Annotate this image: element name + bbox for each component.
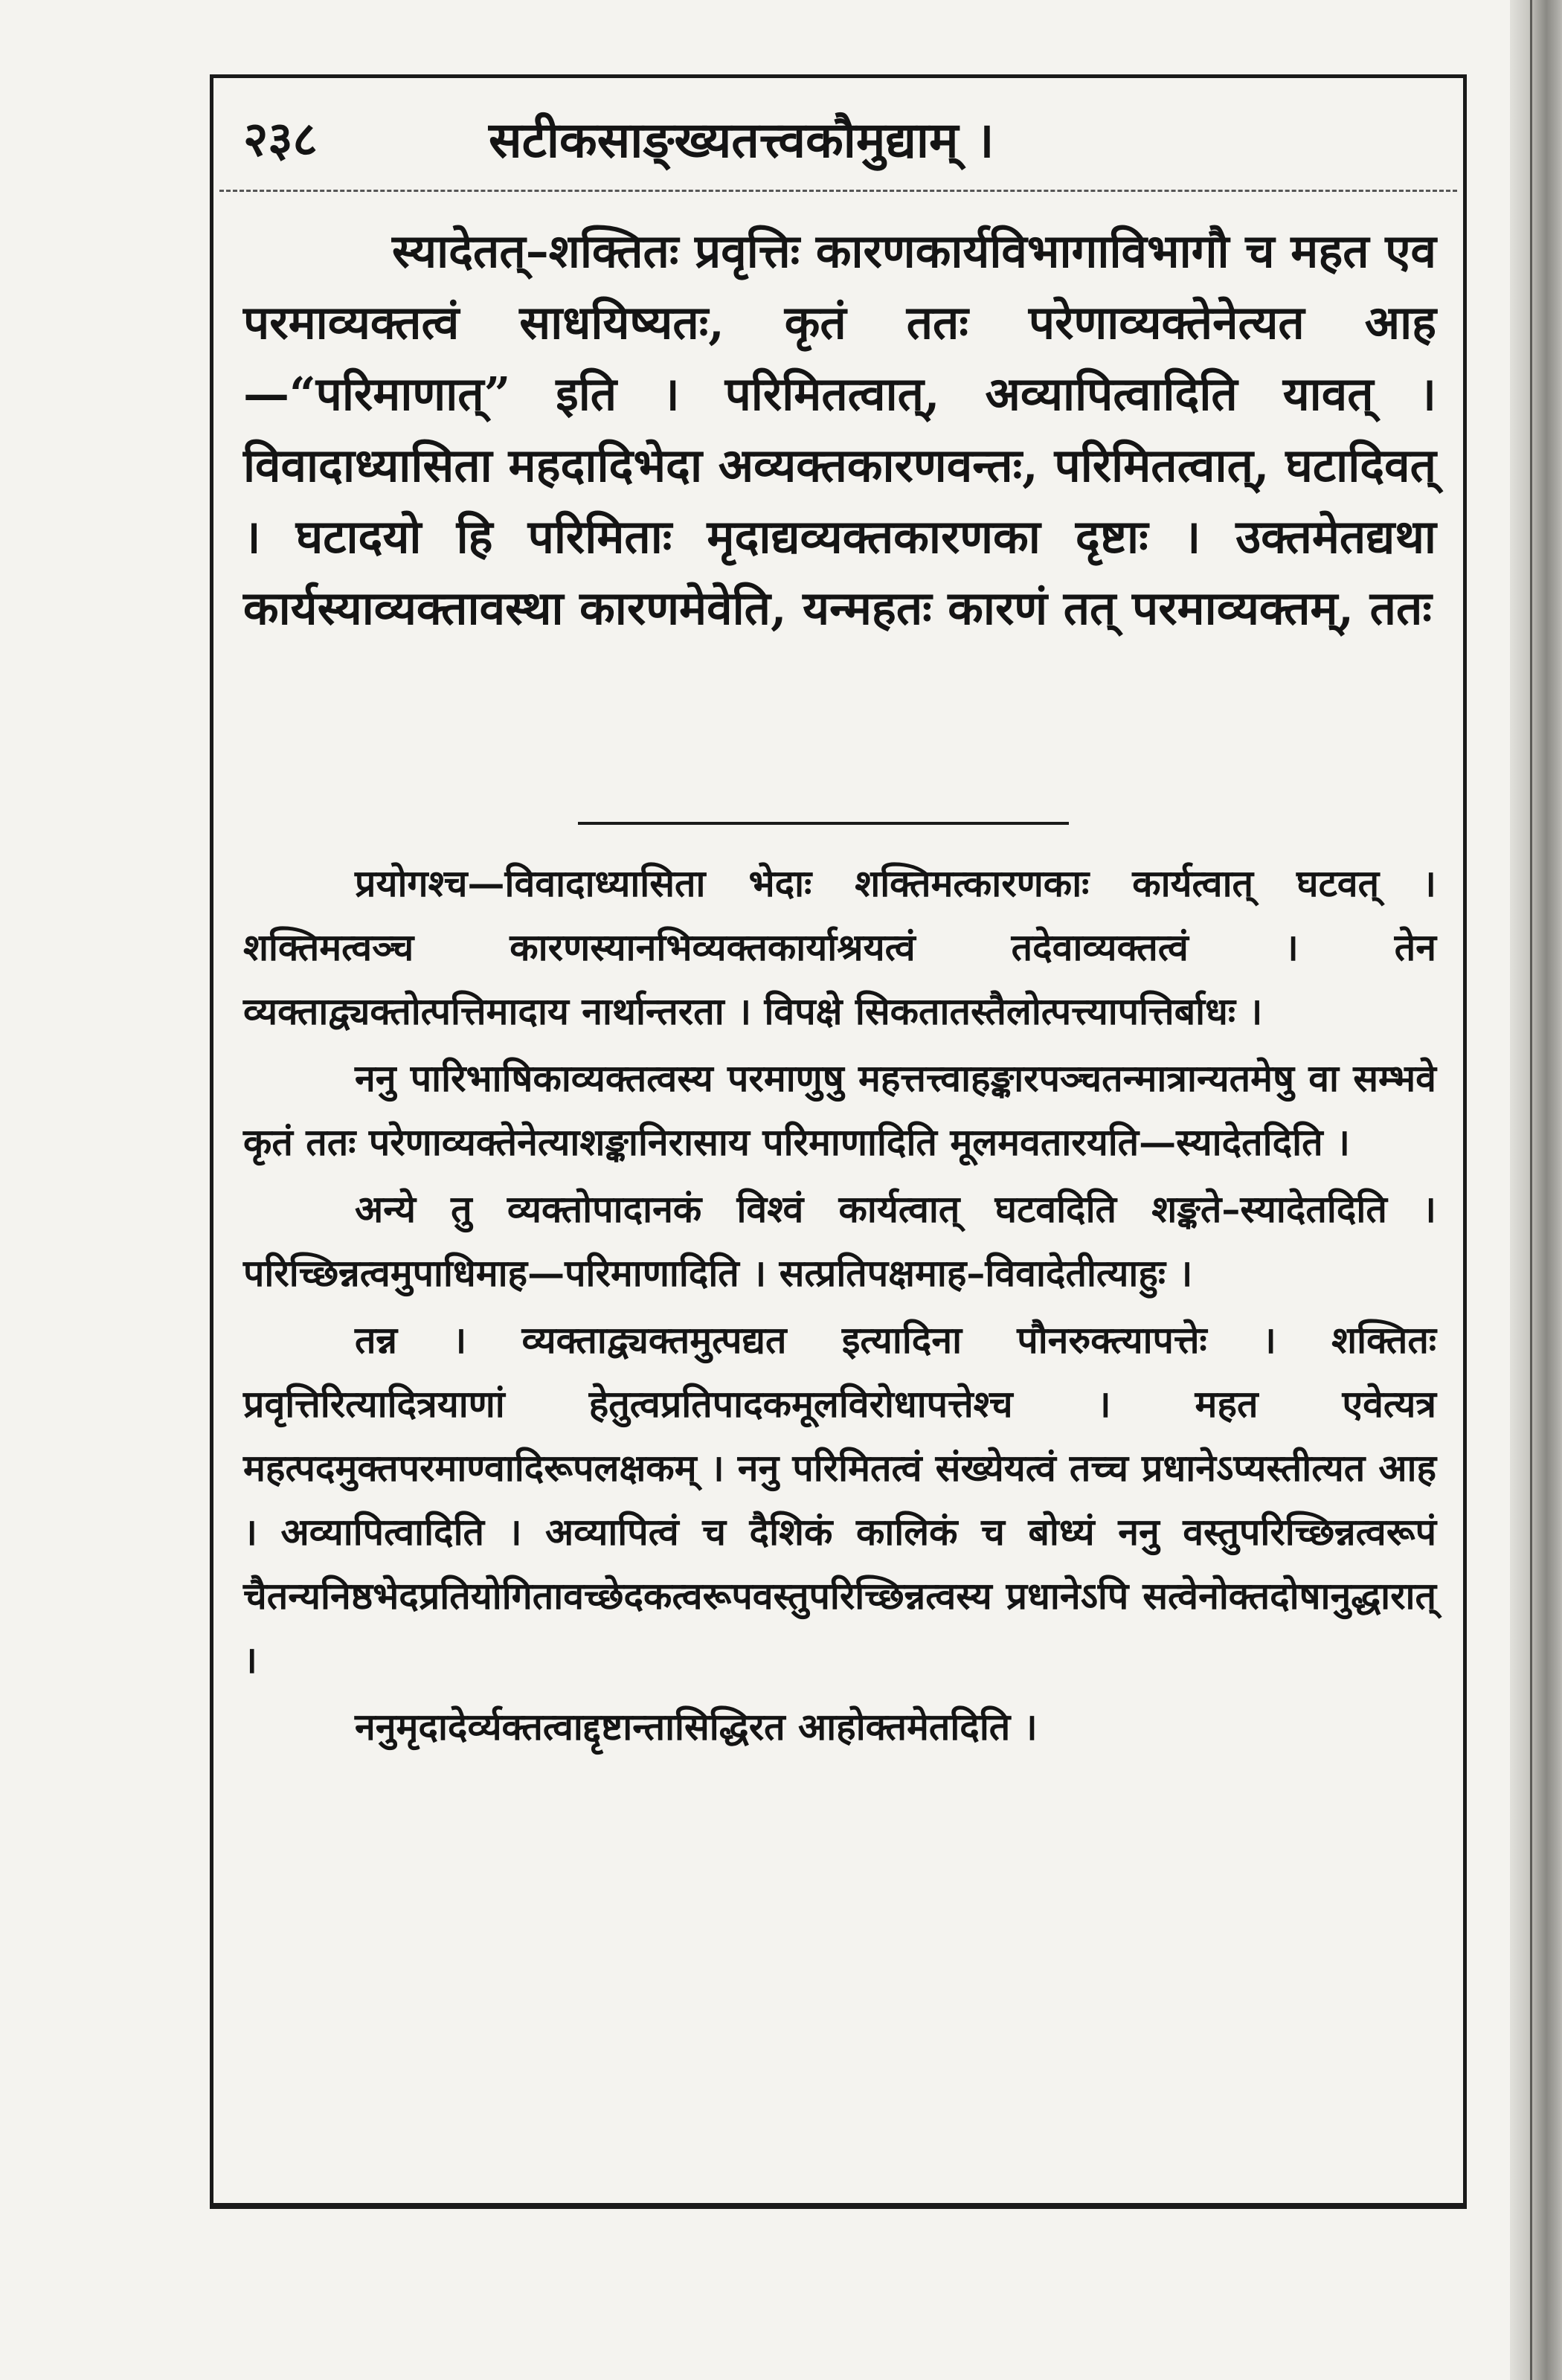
page-header	[236, 106, 1441, 173]
commentary-paragraph: प्रयोगश्च—विवादाध्यासिता भेदाः शक्तिमत्कारणकाः कार्यत्वात् घटवत् । शक्तिमत्वञ्च कारणस्यानभिव्यक्तकार्याश्रयत्वं तदेवाव्यक्तत्वं । तेन व्यक्ताद्व्यक्तोत्पत्तिमादाय नार्थान्तरता । विपक्षे सिकतातस्तैलोत्पत्त्यापत्तिर्बाधः ।	[243, 861, 1436, 1033]
page-edge-line	[1530, 0, 1532, 2380]
footnote-separator	[578, 822, 1069, 825]
commentary-paragraph: ननुमृदादेर्व्यक्तत्वाद्दृष्टान्तासिद्धिरत आहोक्तमेतदिति ।	[355, 1705, 1038, 1749]
page-frame	[210, 74, 1467, 2209]
commentary-paragraph: तन्न । व्यक्ताद्व्यक्तमुत्पद्यत इत्यादिना पौनरुक्त्यापत्तेः । शक्तितः प्रवृत्तिरित्यादित्रयाणां हेतुत्वप्रतिपादकमूलविरोधापत्तेश्च । महत एवेत्यत्र महत्पदमुक्तपरमाण्वादिरूपलक्षकम् । ननु परिमितत्वं संख्येयत्वं तच्च प्रधानेऽप्यस्तीत्यत आह । अव्यापित्वादिति । अव्यापित्वं च दैशिकं कालिकं च बोध्यं ननु वस्तुपरिच्छिन्नत्वरूपं चैतन्यनिष्ठभेदप्रतियोगितावच्छेदकत्वरूपवस्तुपरिच्छिन्नत्वस्य प्रधानेऽपि सत्वेनोक्तदोषानुद्धारात् ।	[243, 1318, 1436, 1682]
running-title: सटीकसाङ्ख्यतत्त्वकौमुद्याम् ।	[489, 111, 994, 169]
page-edge	[1510, 0, 1562, 2380]
main-text	[243, 216, 1436, 644]
commentary	[243, 852, 1436, 1762]
commentary-paragraph: ननु पारिभाषिकाव्यक्तत्वस्य परमाणुषु महत्तत्त्वाहङ्कारपञ्चतन्मात्रान्यतमेषु वा सम्भवे कृतं ततः परेणाव्यक्तेनेत्याशङ्कानिरासाय परिमाणादिति मूलमवतारयति—स्यादेतदिति ।	[243, 1056, 1436, 1164]
commentary-paragraph: अन्ये तु व्यक्तोपादानकं विश्वं कार्यत्वात् घटवदिति शङ्कते–स्यादेतदिति । परिच्छिन्नत्वमुपाधिमाह—परिमाणादिति । सत्प्रतिपक्षमाह–विवादेतीत्याहुः ।	[243, 1187, 1436, 1295]
page-number: २३८	[243, 112, 318, 167]
header-rule	[219, 190, 1457, 192]
main-paragraph: स्यादेतत्–शक्तितः प्रवृत्तिः कारणकार्यविभागाविभागौ च महत एव परमाव्यक्तत्वं साधयिष्यतः, कृतं ततः परेणाव्यक्तेनेत्यत आह—“परिमाणात्” इति । परिमितत्वात्, अव्यापित्वादिति यावत् । विवादाध्यासिता महदादिभेदा अव्यक्तकारणवन्तः, परिमितत्वात्, घटादिवत् । घटादयो हि परिमिताः मृदाद्यव्यक्तकारणका दृष्टाः । उक्तमेतद्यथा कार्यस्याव्यक्तावस्था कारणमेवेति, यन्महतः कारणं तत् परमाव्यक्तम्, ततः	[243, 224, 1436, 635]
